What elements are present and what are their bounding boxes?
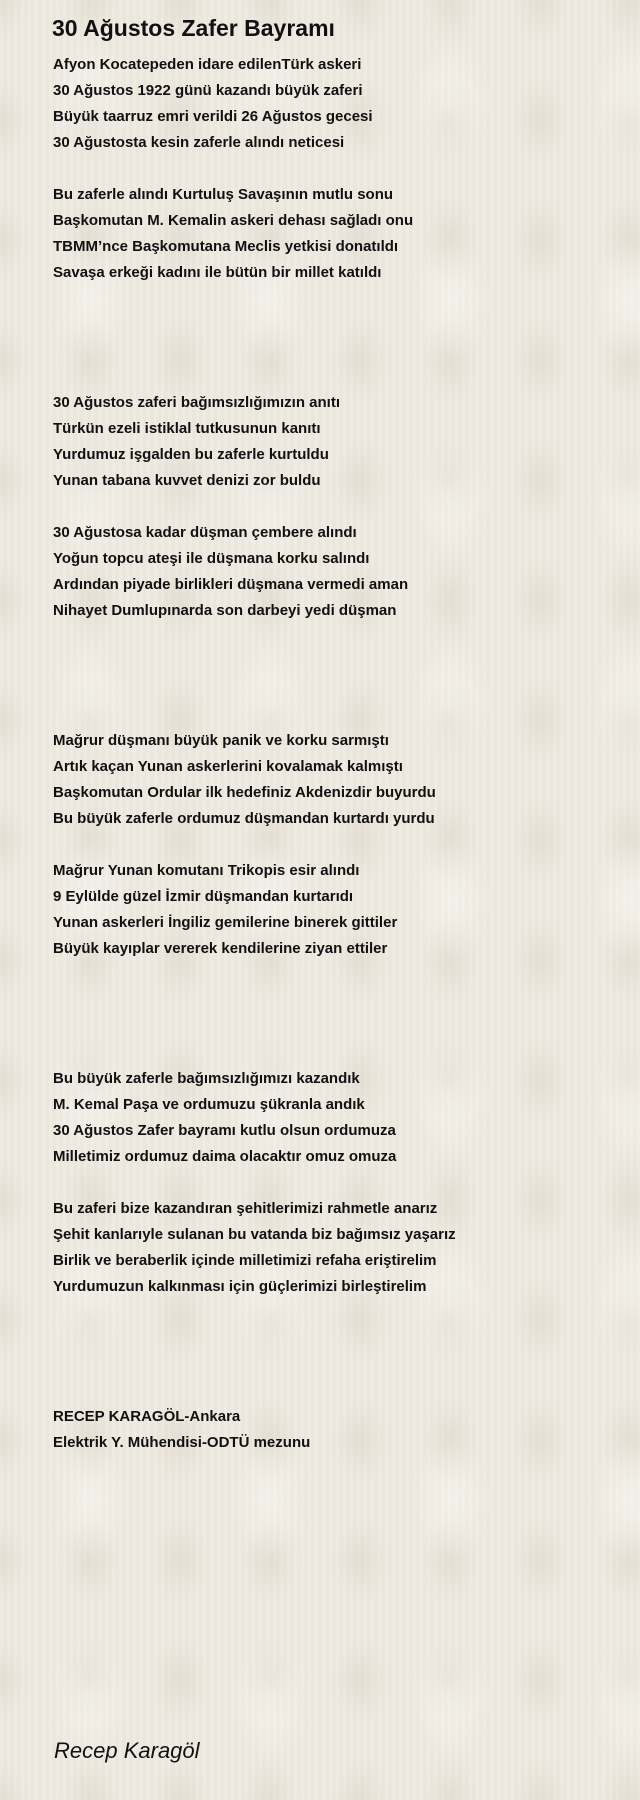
poem-line: Milletimiz ordumuz daima olacaktır omuz omuza bbox=[53, 1148, 397, 1165]
poem-line: Yunan askerleri İngiliz gemilerine binerek gittiler bbox=[53, 914, 398, 931]
poem-body bbox=[53, 52, 613, 1456]
poem-line: 30 Ağustosa kadar düşman çembere alındı bbox=[53, 524, 357, 541]
poem-line: Başkomutan M. Kemalin askeri dehası sağladı onu bbox=[53, 212, 414, 229]
stanza-2 bbox=[53, 182, 613, 286]
poem-line: Yoğun topcu ateşi ile düşmana korku salındı bbox=[53, 550, 370, 567]
stanza-gap bbox=[53, 832, 613, 858]
poem-line: 9 Eylülde güzel İzmir düşmandan kurtarıdı bbox=[53, 888, 354, 905]
poem-line: Büyük taarruz emri verildi 26 Ağustos gecesi bbox=[53, 108, 373, 125]
stanza-7 bbox=[53, 1066, 613, 1170]
section-gap bbox=[53, 624, 613, 728]
stanza-gap bbox=[53, 1170, 613, 1196]
poem-line: Başkomutan Ordular ilk hedefiniz Akdenizdir buyurdu bbox=[53, 784, 436, 801]
section-gap bbox=[53, 962, 613, 1066]
stanza-5 bbox=[53, 728, 613, 832]
poem-line: 30 Ağustos 1922 günü kazandı büyük zaferi bbox=[53, 82, 363, 99]
stanza-3 bbox=[53, 390, 613, 494]
stanza-4 bbox=[53, 520, 613, 624]
poem-line: Yurdumuz işgalden bu zaferle kurtuldu bbox=[53, 446, 329, 463]
poem-line: Yurdumuzun kalkınması için güçlerimizi birleştirelim bbox=[53, 1278, 427, 1295]
author-title: Elektrik Y. Mühendisi-ODTÜ mezunu bbox=[53, 1434, 311, 1451]
poem-line: Şehit kanlarıyle sulanan bu vatanda biz bağımsız yaşarız bbox=[53, 1226, 456, 1243]
poem-line: 30 Ağustosta kesin zaferle alındı neticesi bbox=[53, 134, 345, 151]
poem-line: 30 Ağustos zaferi bağımsızlığımızın anıtı bbox=[53, 394, 340, 411]
section-gap bbox=[53, 286, 613, 390]
poem-line: 30 Ağustos Zafer bayramı kutlu olsun ordumuza bbox=[53, 1122, 396, 1139]
poem-line: Türkün ezeli istiklal tutkusunun kanıtı bbox=[53, 420, 321, 437]
poem-line: Nihayet Dumlupınarda son darbeyi yedi düşman bbox=[53, 602, 397, 619]
poem-line: Ardından piyade birlikleri düşmana vermedi aman bbox=[53, 576, 409, 593]
author-block bbox=[53, 1404, 613, 1456]
poem-line: Yunan tabana kuvvet denizi zor buldu bbox=[53, 472, 321, 489]
poet-signature[interactable]: Recep Karagöl bbox=[54, 1738, 200, 1763]
poem-line: TBMM’nce Başkomutana Meclis yetkisi donatıldı bbox=[53, 238, 399, 255]
stanza-8 bbox=[53, 1196, 613, 1300]
poem-line: Bu zaferle alındı Kurtuluş Savaşının mutlu sonu bbox=[53, 186, 394, 203]
poem-line: Bu büyük zaferle ordumuz düşmandan kurtardı yurdu bbox=[53, 810, 435, 827]
author-name: RECEP KARAGÖL-Ankara bbox=[53, 1408, 241, 1425]
poem-line: M. Kemal Paşa ve ordumuzu şükranla andık bbox=[53, 1096, 365, 1113]
poem-line: Bu büyük zaferle bağımsızlığımızı kazandık bbox=[53, 1070, 360, 1087]
stanza-gap bbox=[53, 156, 613, 182]
stanza-1 bbox=[53, 52, 613, 156]
stanza-gap bbox=[53, 494, 613, 520]
poem-line: Büyük kayıplar vererek kendilerine ziyan ettiler bbox=[53, 940, 388, 957]
poem-title: 30 Ağustos Zafer Bayramı bbox=[52, 15, 335, 41]
poem-line: Bu zaferi bize kazandıran şehitlerimizi rahmetle anarız bbox=[53, 1200, 438, 1217]
poem-line: Mağrur düşmanı büyük panik ve korku sarmıştı bbox=[53, 732, 389, 749]
poem-line: Afyon Kocatepeden idare edilenTürk askeri bbox=[53, 56, 362, 73]
poem-line: Mağrur Yunan komutanı Trikopis esir alındı bbox=[53, 862, 360, 879]
poem-line: Artık kaçan Yunan askerlerini kovalamak kalmıştı bbox=[53, 758, 403, 775]
stanza-6 bbox=[53, 858, 613, 962]
section-gap bbox=[53, 1300, 613, 1404]
poem-line: Birlik ve beraberlik içinde milletimizi refaha eriştirelim bbox=[53, 1252, 437, 1269]
poem-line: Savaşa erkeği kadını ile bütün bir millet katıldı bbox=[53, 264, 382, 281]
